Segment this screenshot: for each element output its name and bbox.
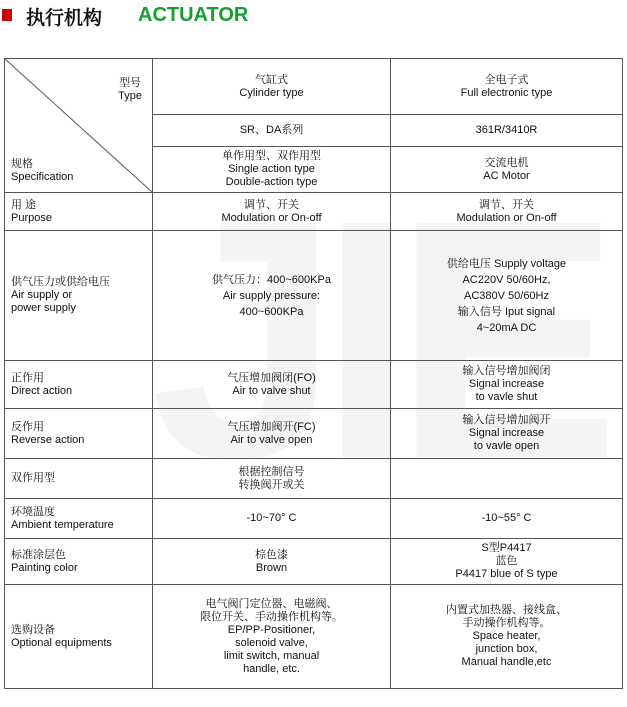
table-row bbox=[5, 361, 623, 409]
header-title-en: ACTUATOR bbox=[138, 4, 249, 26]
cell: 内置式加热器、接线盒、 手动操作机构等。 Space heater, junction box, Manual handle,etc bbox=[391, 585, 623, 689]
cell: 供给电压 Supply voltage AC220V 50/60Hz, AC380V 50/60Hz 输入信号 Iput signal 4~20mA DC bbox=[391, 231, 623, 361]
row-label-double-action: 双作用型 bbox=[5, 459, 153, 499]
row-label-purpose: 用 途 Purpose bbox=[5, 193, 153, 231]
row-label-direct-action: 正作用 Direct action bbox=[5, 361, 153, 409]
row-label-supply: 供气压力或供给电压 Air supply or power supply bbox=[5, 231, 153, 361]
col1-action-type: 单作用型、双作用型 Single action type Double-action type bbox=[153, 147, 391, 193]
cell: -10~55° C bbox=[391, 499, 623, 539]
type-label: 型号 Type bbox=[118, 77, 142, 102]
cell: 调节、开关 Modulation or On-off bbox=[153, 193, 391, 231]
header-title-cn: 执行机构 bbox=[26, 7, 103, 29]
table-row bbox=[5, 409, 623, 459]
cell: 输入信号增加阀闭 Signal increase to vavle shut bbox=[391, 361, 623, 409]
cell-empty bbox=[391, 459, 623, 499]
col2-models: 361R/3410R bbox=[391, 115, 623, 147]
actuator-spec-table bbox=[4, 58, 623, 689]
table-row bbox=[5, 539, 623, 585]
cell: -10~70° C bbox=[153, 499, 391, 539]
cell: 气压增加阀开(FC) Air to valve open bbox=[153, 409, 391, 459]
row-label-ambient-temperature: 环境温度 Ambient temperature bbox=[5, 499, 153, 539]
row-label-painting-color: 标准涂层色 Painting color bbox=[5, 539, 153, 585]
type-spec-header-cell bbox=[5, 59, 153, 193]
col2-header: 全电子式 Full electronic type bbox=[391, 59, 623, 115]
cell: 根据控制信号 转换阀开或关 bbox=[153, 459, 391, 499]
specification-label: 规格 Specification bbox=[11, 158, 74, 183]
row-label-optional-equipments: 选购设备 Optional equipments bbox=[5, 585, 153, 689]
cell: S型P4417 蓝色 P4417 blue of S type bbox=[391, 539, 623, 585]
cell: 电气阀门定位器、电磁阀、 限位开关、手动操作机构等。 EP/PP-Positioner, solenoid valve, limit switch, manual handle, etc. bbox=[153, 585, 391, 689]
table-row bbox=[5, 499, 623, 539]
header-accent-bar bbox=[2, 9, 12, 21]
table-row bbox=[5, 231, 623, 361]
col1-header: 气缸式 Cylinder type bbox=[153, 59, 391, 115]
table-row bbox=[5, 585, 623, 689]
cell: 调节、开关 Modulation or On-off bbox=[391, 193, 623, 231]
col1-models: SR、DA系列 bbox=[153, 115, 391, 147]
cell: 气压增加阀闭(FO) Air to valve shut bbox=[153, 361, 391, 409]
page-header bbox=[0, 0, 627, 30]
table-row bbox=[5, 459, 623, 499]
cell: 棕色漆 Brown bbox=[153, 539, 391, 585]
row-label-reverse-action: 反作用 Reverse action bbox=[5, 409, 153, 459]
table-row bbox=[5, 193, 623, 231]
cell: 供气压力：400~600KPa Air supply pressure: 400~600KPa bbox=[153, 231, 391, 361]
col2-action-type: 交流电机 AC Motor bbox=[391, 147, 623, 193]
cell: 输入信号增加阀开 Signal increase to vavle open bbox=[391, 409, 623, 459]
